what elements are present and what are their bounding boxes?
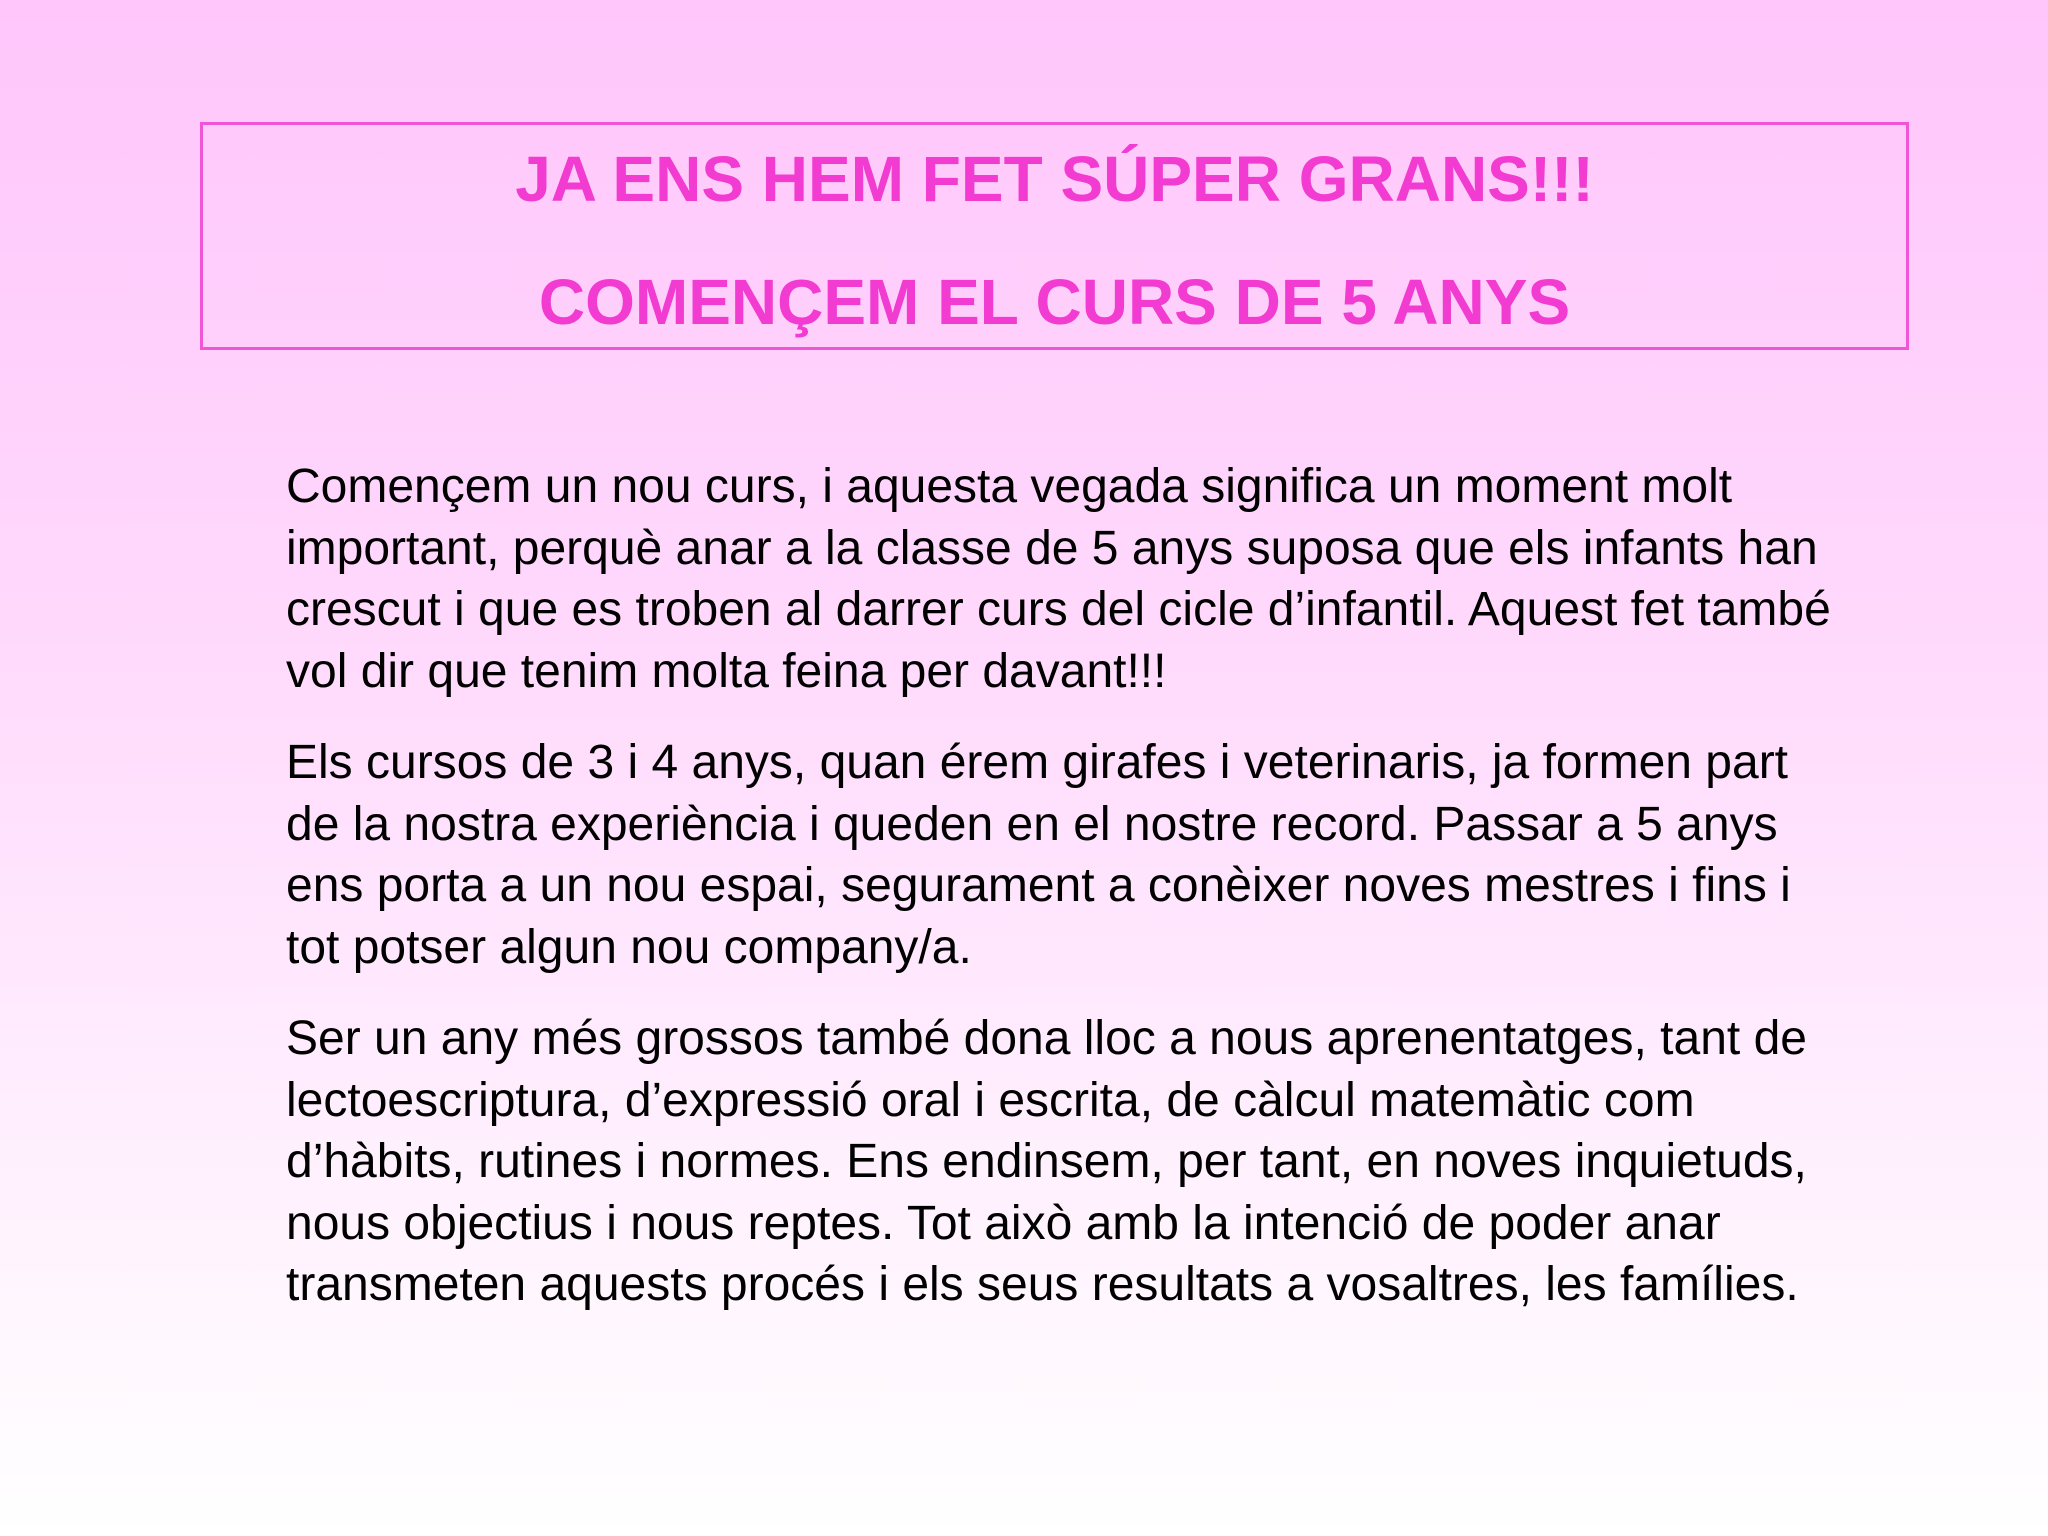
title-box xyxy=(200,122,1909,350)
body-text xyxy=(286,456,1846,1346)
title-line-1: JA ENS HEM FET SÚPER GRANS!!! xyxy=(515,143,1594,215)
paragraph-3: Ser un any més grossos també dona lloc a nous aprenentatges, tant de lectoescriptura, d’expressió oral i escrita, de càlcul matemàtic com d’hàbits, rutines i normes. Ens endinsem, per tant, en noves inquietuds, nous objectius i nous reptes. Tot això amb la intenció de poder anar transmeten aquests procés i els seus resultats a vosaltres, les famílies. xyxy=(286,1012,1807,1311)
title-line-2: COMENÇEM EL CURS DE 5 ANYS xyxy=(538,266,1571,338)
paragraph-1: Començem un nou curs, i aquesta vegada significa un moment molt important, perquè anar a la classe de 5 anys suposa que els infants han crescut i que es troben al darrer curs del cicle d’infantil. Aquest fet també vol dir que tenim molta feina per davant!!! xyxy=(286,460,1831,698)
paragraph-2: Els cursos de 3 i 4 anys, quan érem girafes i veterinaris, ja formen part de la nostra experiència i queden en el nostre record. Passar a 5 anys ens porta a un nou espai, segurament a conèixer noves mestres i fins i tot potser algun nou company/a. xyxy=(286,736,1791,974)
